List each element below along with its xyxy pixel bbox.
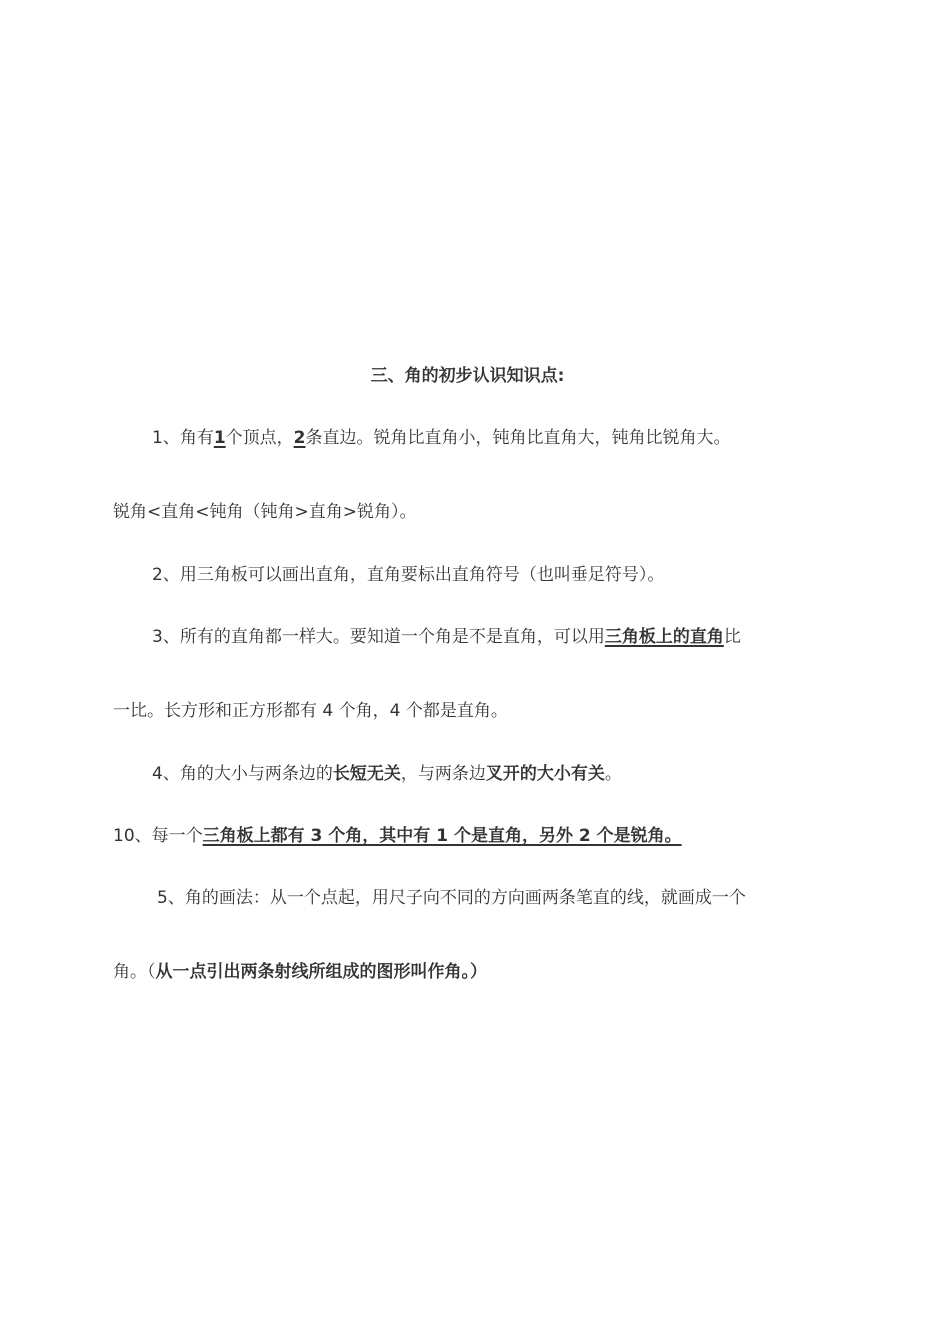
item-4-bold-1: 长短无关 xyxy=(332,764,401,784)
item-5-bold: 从一点引出两条射线所组成的图形叫作角。） xyxy=(155,962,487,982)
page-title: 三、角的初步认识知识点: xyxy=(370,366,565,386)
item-1-rest: 条直边。锐角比直角小，钝角比直角大，钝角比锐角大。 xyxy=(305,428,731,448)
vertex-count: 1 xyxy=(213,428,226,448)
item-4-prefix: 4、角的大小与两条边的 xyxy=(152,764,333,784)
item-3-suffix: 比 xyxy=(723,627,741,647)
item-10-prefix: 10、每一个 xyxy=(113,826,203,846)
item-2-line: 2、用三角板可以画出直角，直角要标出直角符号（也叫垂足符号）。 xyxy=(152,565,665,585)
item-10-line xyxy=(113,822,682,850)
item-4-mid: ，与两条边 xyxy=(400,764,486,784)
item-4-bold-2: 叉开的大小有关 xyxy=(485,764,605,784)
item-1-line-1 xyxy=(152,424,731,452)
item-1-line-2: 锐角<直角<钝角（钝角>直角>锐角）。 xyxy=(113,502,417,522)
item-3-line-2: 一比。长方形和正方形都有 4 个角，4 个都是直角。 xyxy=(113,701,508,721)
item-5-line-2 xyxy=(113,958,487,986)
item-10-emphasis: 三角板上都有 3 个角，其中有 1 个是直角，另外 2 个是锐角。 xyxy=(202,826,682,846)
item-4-line xyxy=(152,760,622,788)
item-1-prefix: 1、角有 xyxy=(152,428,214,448)
item-3-prefix: 3、所有的直角都一样大。要知道一个角是不是直角，可以用 xyxy=(152,627,605,647)
item-3-emphasis: 三角板上的直角 xyxy=(604,627,724,647)
item-3-line-1 xyxy=(152,623,741,651)
item-5-prefix: 角。（ xyxy=(113,962,156,982)
item-5-line-1: 5、角的画法：从一个点起，用尺子向不同的方向画两条笔直的线，就画成一个 xyxy=(157,888,746,908)
item-1-mid: 个顶点， xyxy=(225,428,294,448)
item-4-suffix: 。 xyxy=(604,764,622,784)
edge-count: 2 xyxy=(293,428,306,448)
